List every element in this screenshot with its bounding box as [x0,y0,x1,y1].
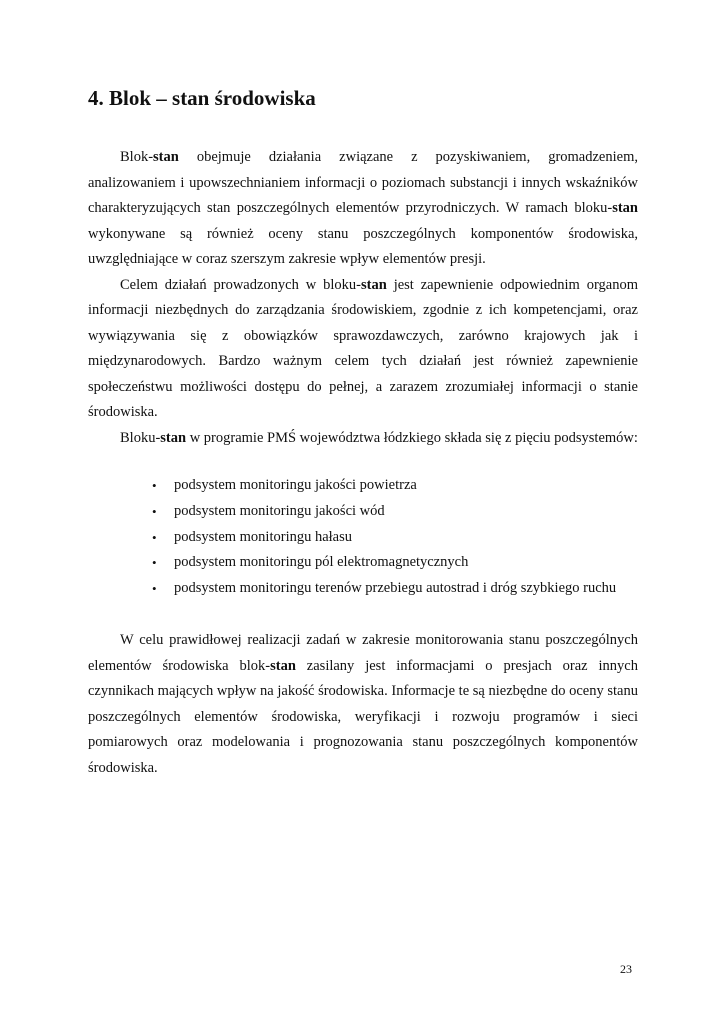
list-item-label: podsystem monitoringu hałasu [174,528,353,545]
section-heading: 4. Blok – stan środowiska [88,86,316,110]
list-item-label: podsystem monitoringu terenów przebiegu autostrad i dróg szybkiego ruchu [174,580,617,597]
p2-text-c: jest zapewnienie odpowiednim organom informacji niezbędnych do zarządzania środowiskiem, zgodnie z ich kompetencjami, oraz wywiązywania się z obowiązków sprawozdawczych, zarówno krajowych jak i międzynarodowych. Bardzo ważnym celem tych działań jest również zapewnienie społeczeństwu możliwości dostępu do pełnej, a zarazem zrozumiałej informacji o stanie środowiska. [88,276,638,420]
p1-bold-stan: stan [153,149,179,165]
list-item-label: podsystem monitoringu jakości powietrza [174,477,417,493]
p3-text-c: w programie PMŚ województwa łódzkiego składa się z pięciu podsystemów: [186,429,638,446]
bullet-icon: • [152,529,157,545]
paragraph-3 [88,426,638,452]
p4-bold-stan: stan [270,657,296,674]
paragraph-1 [88,145,638,273]
p1-bold-stan-2: stan [612,200,638,216]
list-item [150,525,650,551]
p4-text-c: zasilany jest informacjami o presjach oraz innych czynnikach mających wpływ na jakość środowiska. Informacje te są niezbędne do oceny stanu poszczególnych elementów środowiska, weryfikacji i rozwoju programów i sieci pomiarowych oraz modelowania i prognozowania stanu poszczególnych komponentów środowiska. [88,657,638,776]
page-number: 23 [620,962,632,976]
body-lower [88,628,638,781]
p1-text-e: wykonywane są również oceny stanu poszczególnych komponentów środowiska, uwzględniające w coraz szerszym zakresie wpływ elementów presji. [88,225,638,267]
paragraph-4 [88,628,638,781]
p4-text-a: W celu prawidłowej realizacji zadań w zakresie monitorowania stanu poszczególnych elementów środowiska blok- [88,632,638,674]
list-item [150,550,650,576]
bullet-icon: • [152,503,157,519]
list-item-label: podsystem monitoringu jakości wód [174,502,385,519]
subsystem-list [150,473,650,602]
p3-bold-stan: stan [160,429,187,446]
p2-bold-stan: stan [361,276,387,293]
p3-text-a: Bloku- [120,429,161,446]
bullet-icon: • [152,581,157,597]
body-upper [88,145,638,451]
list-item [150,473,650,499]
list-item [150,499,650,525]
paragraph-2 [88,273,638,426]
bullet-icon: • [152,478,157,493]
list-item [150,576,650,602]
p1-text-a: Blok- [120,149,154,165]
bullet-icon: • [152,555,157,571]
list-item-label: podsystem monitoringu pól elektromagnetycznych [174,554,469,571]
p1-text-c: obejmuje działania związane z pozyskiwaniem, gromadzeniem, analizowaniem i upowszechnianiem informacji o poziomach substancji i innych wskaźników charakteryzujących stan poszczególnych elementów przyrodniczych. W ramach bloku- [88,149,638,216]
p2-text-a: Celem działań prowadzonych w bloku- [120,276,361,293]
